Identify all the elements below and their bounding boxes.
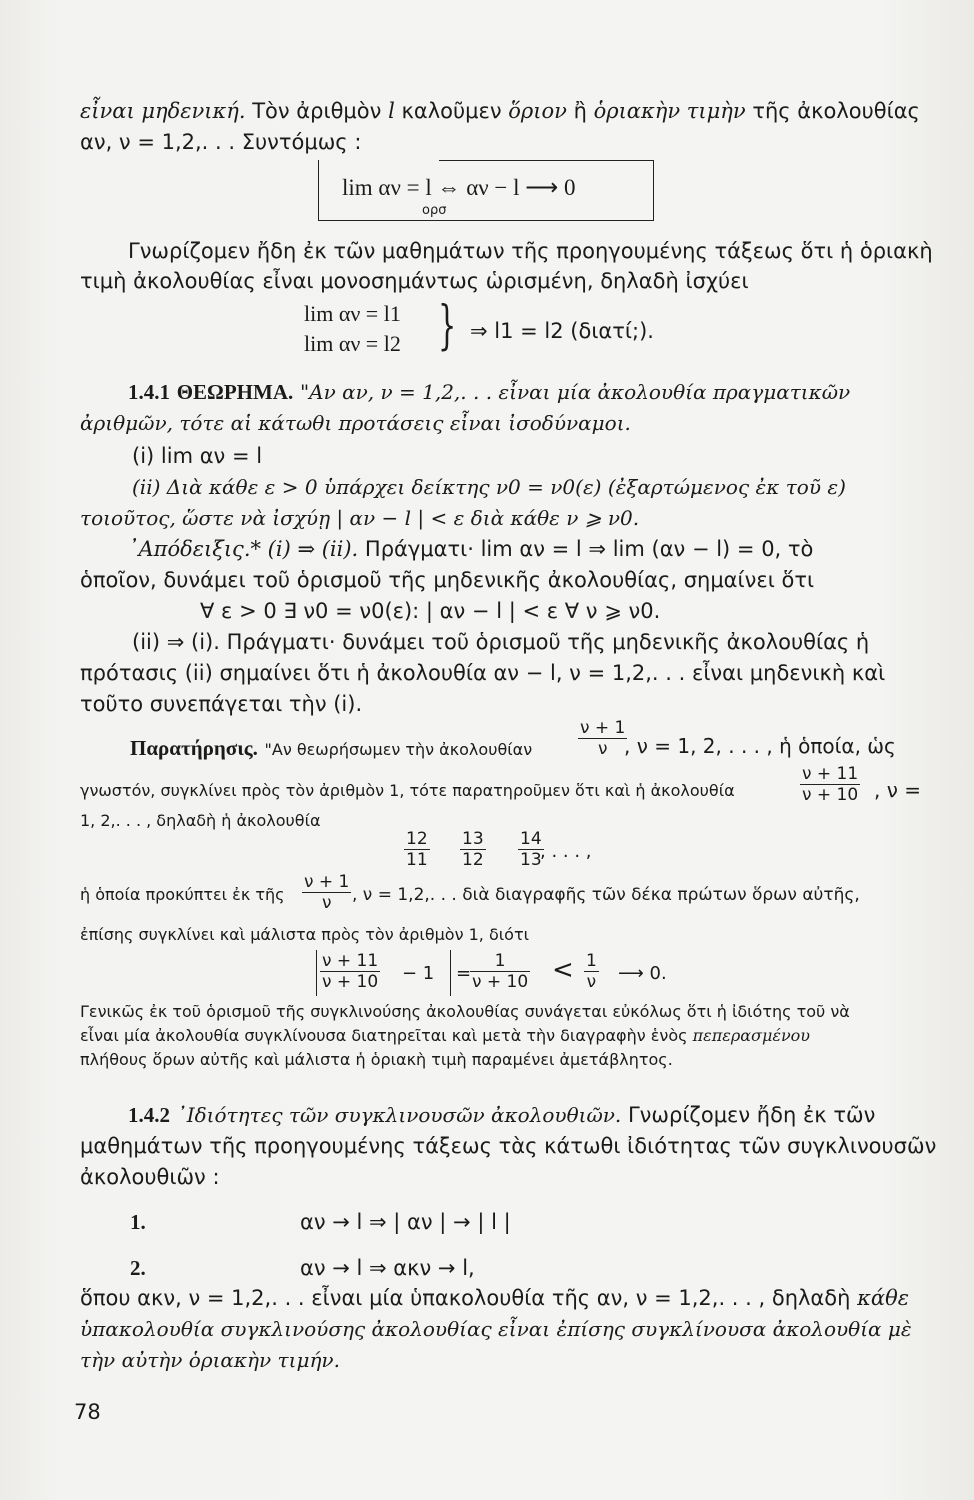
closing-line-1: ὅπου ακν, ν = 1,2,. . . εἶναι μία ὑπακολουθία τῆς αν, ν = 1,2,. . . , δηλαδὴ κάθε — [80, 1286, 909, 1310]
abs-bar-right — [450, 950, 451, 996]
abs-minus-one: − 1 — [402, 963, 435, 984]
theorem-line-1: 1.4.1 ΘΕΩΡΗΜΑ. "Αν αν, ν = 1,2,. . . εἶναι μία ἀκολουθία πραγματικῶν — [128, 380, 851, 404]
section-line-3: ἀκολουθιῶν : — [80, 1165, 220, 1189]
remark-line-2-tail: , ν = — [874, 778, 922, 802]
remark-line-5: ἐπίσης συγκλίνει καὶ μάλιστα πρὸς τὸν ἀριθμὸν 1, διότι — [80, 925, 529, 944]
property-1-label: 1. — [130, 1210, 146, 1234]
property-2-label: 2. — [130, 1256, 146, 1280]
property-2-formula: αν → l ⇒ ακν → l, — [300, 1256, 475, 1280]
para1-line-2: τιμὴ ἀκολουθίας εἶναι μονοσημάντως ὡρισμένη, δηλαδὴ ἰσχύει — [80, 269, 749, 293]
proof-line-3: ∀ ε > 0 ∃ ν0 = ν0(ε): | αν − l | < ε ∀ ν ⩾ ν0. — [200, 599, 661, 623]
section-line-2: μαθημάτων τῆς προηγουμένης τάξεως τὰς κάτωθι ἰδιότητας τῶν συγκλινουσῶν — [80, 1134, 937, 1158]
fraction-nu-plus-11-over-nu-plus-10: $\frac{\nu + 11}{\nu + 10}$ — [802, 764, 859, 805]
one-over-nu-fraction: $\frac{1}{\nu}$ — [586, 951, 597, 992]
theorem-statement-ii-2: τοιοῦτος, ὥστε νὰ ἰσχύῃ | αν − l | < ε διὰ κάθε ν ⩾ ν0. — [80, 506, 640, 530]
intro-line-1: εἶναι μηδενική. Τὸν ἀριθμὸν l καλοῦμεν ὅριον ἢ ὁριακὴν τιμὴν τῆς ἀκολουθίας — [80, 99, 920, 123]
bound-fraction: $\frac{1}{\nu + 10}$ — [472, 951, 529, 992]
lim-line-2: lim αν = l2 — [304, 331, 401, 356]
abs-bar-left — [316, 950, 317, 996]
remark-line-4-tail: , ν = 1,2,. . . διὰ διαγραφῆς τῶν δέκα πρώτων ὅρων αὐτῆς, — [352, 885, 860, 905]
sequence-term-1: $\frac{12}{11}$ — [406, 829, 428, 870]
proof-line-2: ὁποῖον, δυνάμει τοῦ ὁρισμοῦ τῆς μηδενικῆς ἀκολουθίας, σημαίνει ὅτι — [80, 568, 815, 592]
right-brace-icon: } — [438, 296, 457, 356]
boxed-subscript: ορσ — [422, 203, 447, 218]
uniqueness-implication: ⇒ l1 = l2 (διατί;). — [470, 319, 654, 343]
proof-line-1: ᾿Απόδειξις.* (i) ⇒ (ii). Πράγματι· lim αν = l ⇒ lim (αν − l) = 0, τὸ — [128, 537, 814, 561]
para1-line-1: Γνωρίζομεν ἤδη ἐκ τῶν μαθημάτων τῆς προηγουμένης τάξεως ὅτι ἡ ὁριακὴ — [128, 239, 933, 263]
remark-line-4: ἡ ὁποία προκύπτει ἐκ τῆς — [80, 885, 285, 904]
proof-line-5: πρότασις (ii) σημαίνει ὅτι ἡ ἀκολουθία αν − l, ν = 1,2,. . . εἶναι μηδενικὴ καὶ — [80, 661, 886, 685]
property-1-formula: αν → l ⇒ | αν | → | l | — [300, 1210, 511, 1234]
proof-line-6: τοῦτο συνεπάγεται τὴν (i). — [80, 692, 363, 716]
general-line-3: πλήθους ὅρων αὐτῆς καὶ μάλιστα ἡ ὁριακὴ τιμὴ παραμένει ἀμετάβλητος. — [80, 1050, 673, 1069]
remark-line-2: γνωστόν, συγκλίνει πρὸς τὸν ἀριθμὸν 1, τότε παρατηροῦμεν ὅτι καὶ ἡ ἀκολουθία — [80, 781, 735, 800]
tends-to-zero: ⟶ 0. — [618, 963, 667, 984]
sequence-term-2: $\frac{13}{12}$ — [462, 829, 484, 870]
sequence-term-3: $\frac{14}{13}$ — [520, 829, 542, 870]
closing-line-2: ὑπακολουθία συγκλινούσης ἀκολουθίας εἶναι ἐπίσης συγκλίνουσα ἀκολουθία μὲ — [80, 1317, 912, 1341]
fraction-nu-plus-1-over-nu: $\frac{\nu + 1}{\nu}$ — [580, 718, 626, 759]
sequence-ellipsis: , . . . , — [540, 841, 592, 862]
closing-line-3: τὴν αὐτὴν ὁριακὴν τιμήν. — [80, 1348, 340, 1372]
fraction-nu-plus-1-over-nu-2: $\frac{\nu + 1}{\nu}$ — [304, 872, 350, 913]
section-heading-line: 1.4.2 ᾿Ιδιότητες τῶν συγκλινουσῶν ἀκολουθιῶν. Γνωρίζομεν ἤδη ἐκ τῶν — [128, 1103, 876, 1127]
remark-line-1: Παρατήρησις. "Αν θεωρήσωμεν τὴν ἀκολουθίαν — [130, 736, 533, 760]
abs-fraction: $\frac{\nu + 11}{\nu + 10}$ — [322, 951, 379, 992]
remark-line-1-tail: , ν = 1, 2, . . . , ἡ ὁποία, ὡς — [624, 734, 896, 758]
intro-line-2: αν, ν = 1,2,. . . Συντόμως : — [80, 130, 362, 154]
lim-line-1: lim αν = l1 — [304, 301, 401, 326]
theorem-statement-ii-1: (ii) Διὰ κάθε ε > 0 ὑπάρχει δείκτης ν0 = ν0(ε) (ἐξαρτώμενος ἐκ τοῦ ε) — [132, 475, 846, 499]
general-line-1: Γενικῶς ἐκ τοῦ ὁρισμοῦ τῆς συγκλινούσης ἀκολουθίας συνάγεται εὐκόλως ὅτι ἡ ἰδιότης τοῦ νὰ — [80, 1002, 850, 1021]
theorem-line-2: ἀριθμῶν, τότε αἱ κάτωθι προτάσεις εἶναι ἰσοδύναμοι. — [80, 411, 631, 435]
boxed-formula: lim αν = l ⇔ αν − l ⟶ 0 — [342, 175, 576, 200]
page-number: 78 — [74, 1400, 101, 1424]
remark-line-3: 1, 2,. . . , δηλαδὴ ἡ ἀκολουθία — [80, 811, 321, 830]
theorem-statement-i: (i) lim αν = l — [132, 444, 263, 468]
general-line-2: εἶναι μία ἀκολουθία συγκλίνουσα διατηρεῖται καὶ μετὰ τὴν διαγραφὴν ἑνὸς πεπερασμένου — [80, 1026, 811, 1045]
less-than-sign: < — [552, 955, 574, 985]
equals-sign: = — [456, 963, 472, 984]
proof-line-4: (ii) ⇒ (i). Πράγματι· δυνάμει τοῦ ὁρισμοῦ τῆς μηδενικῆς ἀκολουθίας ἡ — [132, 630, 870, 654]
